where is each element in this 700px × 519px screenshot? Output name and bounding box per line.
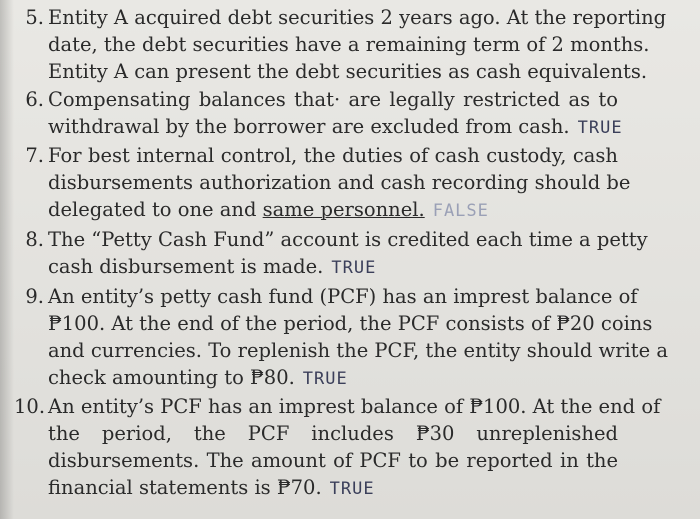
question-text: withdrawal by the borrower are excluded from cash. bbox=[48, 115, 570, 138]
question-text-line: An entity’s petty cash fund (PCF) has an imprest balance of bbox=[48, 285, 638, 308]
question-text-line: Compensating balances that· are legally restricted as to bbox=[48, 88, 618, 111]
question-number: 10. bbox=[14, 395, 46, 418]
question-text-line: Entity A acquired debt securities 2 years ago. At the reporting bbox=[48, 6, 667, 29]
question-text-line: The “Petty Cash Fund” account is credited each time a petty bbox=[48, 228, 648, 251]
page-shadow bbox=[0, 0, 14, 519]
question-number: 9. bbox=[25, 285, 44, 308]
question-text-line: ₱100. At the end of the period, the PCF consists of ₱20 coins bbox=[48, 312, 653, 335]
question-text-line bbox=[48, 113, 623, 142]
question-text-line bbox=[48, 364, 348, 393]
handwritten-answer: TRUE bbox=[331, 258, 377, 278]
question-text-line bbox=[48, 474, 375, 503]
handwritten-answer: TRUE bbox=[302, 369, 348, 389]
question-number: 6. bbox=[25, 88, 44, 111]
handwritten-answer: TRUE bbox=[329, 479, 375, 499]
question-text-line: disbursements. The amount of PCF to be reported in the bbox=[48, 449, 618, 472]
question-text-line: Entity A can present the debt securities as cash equivalents. bbox=[48, 60, 648, 83]
question-text-line: and currencies. To replenish the PCF, the entity should write a bbox=[48, 339, 668, 362]
underlined-phrase: same personnel. bbox=[262, 198, 425, 221]
question-text: check amounting to ₱80. bbox=[48, 366, 295, 389]
question-number: 7. bbox=[25, 144, 44, 167]
question-text-line: disbursements authorization and cash recording should be bbox=[48, 171, 631, 194]
question-text-line: the period, the PCF includes ₱30 unreplenished bbox=[48, 422, 618, 445]
question-text: delegated to one and bbox=[48, 198, 257, 221]
question-text-line: date, the debt securities have a remaining term of 2 months. bbox=[48, 33, 650, 56]
question-text: financial statements is ₱70. bbox=[48, 476, 322, 499]
question-number: 8. bbox=[25, 228, 44, 251]
question-number: 5. bbox=[25, 6, 44, 29]
handwritten-answer: FALSE bbox=[432, 201, 489, 221]
question-text-line: For best internal control, the duties of cash custody, cash bbox=[48, 144, 618, 167]
handwritten-answer: TRUE bbox=[577, 118, 623, 138]
question-text-line bbox=[48, 196, 489, 225]
question-text-line bbox=[48, 253, 376, 282]
question-text-line: An entity’s PCF has an imprest balance of ₱100. At the end of bbox=[48, 395, 661, 418]
question-text: cash disbursement is made. bbox=[48, 255, 324, 278]
